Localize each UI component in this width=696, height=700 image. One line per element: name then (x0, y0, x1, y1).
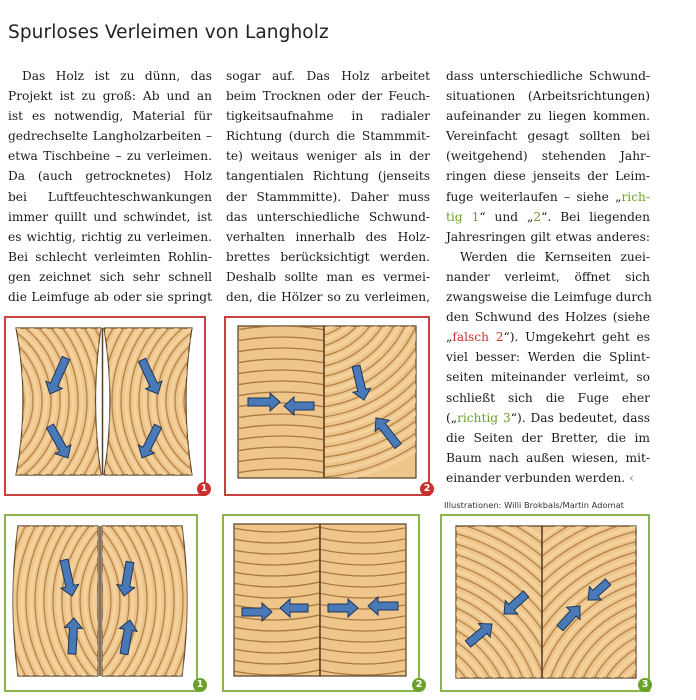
text-line: das unterschiedliche Schwund- (226, 209, 430, 224)
text-line: bei Luftfeuchteschwankungen (8, 189, 212, 204)
text-line: den, die Hölzer so zu verleimen, (226, 290, 430, 305)
growth-ring (442, 676, 452, 689)
text-line: tigkeitsaufnahme in radialer (226, 109, 430, 124)
figure-richtig-3 (440, 514, 650, 692)
text-line (446, 187, 650, 207)
text-segment: “). Das bedeutet, dass (510, 410, 650, 425)
text-line: gen zeichnet sich sehr schnell (8, 269, 212, 284)
text-line: Baum nach außen wiesen, mit- (446, 450, 650, 465)
figure-reference-richtig-1: rich- (621, 189, 650, 204)
article-title: Spurloses Verleimen von Langholz (8, 22, 329, 43)
text-segment: („ (446, 410, 458, 425)
text-line: dass unterschiedliche Schwund- (446, 69, 650, 83)
text-line: sogar auf. Das Holz arbeitet (226, 69, 430, 83)
text-segment: “ und „ (479, 209, 534, 224)
figure-reference-richtig-2: 2 (533, 209, 542, 224)
earlywood-band (6, 357, 10, 445)
text-segment: “. Bei liegenden (541, 209, 650, 224)
text-line: nander verleimt, öffnet sich (446, 269, 650, 284)
text-line: te) weitaus weniger als in der (226, 149, 430, 164)
growth-ring (6, 352, 15, 450)
growth-ring (193, 352, 203, 450)
text-line: aufeinander zu liegen kommen. (446, 109, 650, 124)
figure-reference-falsch-2: falsch 2 (452, 330, 504, 345)
text-segment: einander verbunden werden. (446, 470, 630, 485)
text-line: Deshalb sollte man es vermei- (226, 269, 430, 284)
figure-falsch-1 (4, 316, 206, 496)
earlywood-band (189, 348, 203, 454)
text-segment: “). Umgekehrt geht es (503, 330, 650, 345)
wood-diagram-richtig-2 (224, 516, 417, 689)
figure-richtig-1 (4, 514, 198, 692)
text-line: Jahresringen gilt etwas anderes: (446, 229, 650, 244)
growth-ring (202, 361, 203, 441)
figure-badge-falsch-2: 2 (420, 482, 434, 496)
text-column-2 (226, 66, 430, 307)
text-line: ringen diese jenseits der Leim- (446, 169, 650, 184)
text-line (446, 468, 650, 488)
text-line: Da (auch getrocknetes) Holz (8, 169, 212, 184)
wood-diagram-falsch-1 (6, 318, 203, 493)
text-line: immer quillt und schwindet, ist (8, 209, 212, 224)
text-line: Vereinfacht gesagt sollten bei (446, 129, 650, 144)
earlywood-band (198, 357, 203, 445)
text-line: situationen (Arbeitsrichtungen) (446, 89, 650, 104)
text-line: es wichtig, richtig zu verleimen. (8, 229, 212, 244)
figure-reference-richtig-3: richtig 3 (457, 410, 511, 425)
text-segment: „ (446, 330, 453, 345)
text-line: gedrechselte Langholzarbeiten – (8, 129, 212, 144)
end-mark: ‹ (629, 470, 634, 485)
figure-falsch-2 (224, 316, 430, 496)
wood-diagram-richtig-1 (6, 516, 195, 689)
text-line: schließt sich die Fuge eher (446, 390, 650, 405)
illustration-credit: Illustrationen: Willi Brokbals/Martin Adomat (444, 500, 624, 510)
figure-badge-richtig-2: 2 (412, 678, 426, 692)
text-line: (weitgehend) stehenden Jahr- (446, 149, 650, 164)
text-line: verhalten innerhalb des Holz- (226, 229, 430, 244)
figure-badge-falsch-1: 1 (197, 482, 211, 496)
text-line: den Schwund des Holzes (siehe (446, 310, 650, 325)
text-line: der Stammmitte). Daher muss (226, 189, 430, 204)
figure-reference-richtig-1: tig 1 (446, 209, 480, 224)
text-line: ist es notwendig, Material für (8, 109, 212, 124)
text-line: brettes berücksichtigt werden. (226, 249, 430, 264)
figure-badge-richtig-1: 1 (193, 678, 207, 692)
text-line (446, 207, 650, 227)
text-line: zwangsweise die Leimfuge durch (446, 290, 652, 305)
text-line: seiten miteinander verleimt, so (446, 370, 650, 385)
earlywood-band (442, 672, 457, 690)
text-line: viel besser: Werden die Splint- (446, 350, 650, 365)
text-segment: fuge weiterlaufen – siehe „ (446, 189, 622, 204)
text-line: etwa Tischbeine – zu verleimen. (8, 149, 212, 164)
earlywood-band (442, 682, 447, 690)
text-line: tangentialen Richtung (jenseits (226, 169, 430, 184)
earlywood-band (6, 348, 19, 454)
text-line (446, 408, 650, 428)
figure-richtig-2 (222, 514, 420, 692)
wood-diagram-richtig-3 (442, 516, 647, 689)
text-line: beim Trocknen oder der Feuch- (226, 89, 430, 104)
figure-badge-richtig-3: 3 (638, 678, 652, 692)
text-column-3 (446, 66, 650, 488)
text-line: Projekt ist zu groß: Ab und an (8, 89, 212, 104)
text-line: die Seiten der Bretter, die im (446, 430, 650, 445)
text-line: Das Holz ist zu dünn, das (22, 69, 212, 83)
text-column-1 (8, 66, 212, 307)
text-line (446, 327, 650, 347)
text-line: Werden die Kernseiten zuei- (460, 249, 650, 264)
wood-diagram-falsch-2 (226, 318, 427, 493)
text-line: die Leimfuge ab oder sie springt (8, 290, 212, 305)
text-line: Richtung (durch die Stammmit- (226, 129, 430, 144)
text-line: Bei schlecht verleimten Rohlin- (8, 249, 212, 264)
